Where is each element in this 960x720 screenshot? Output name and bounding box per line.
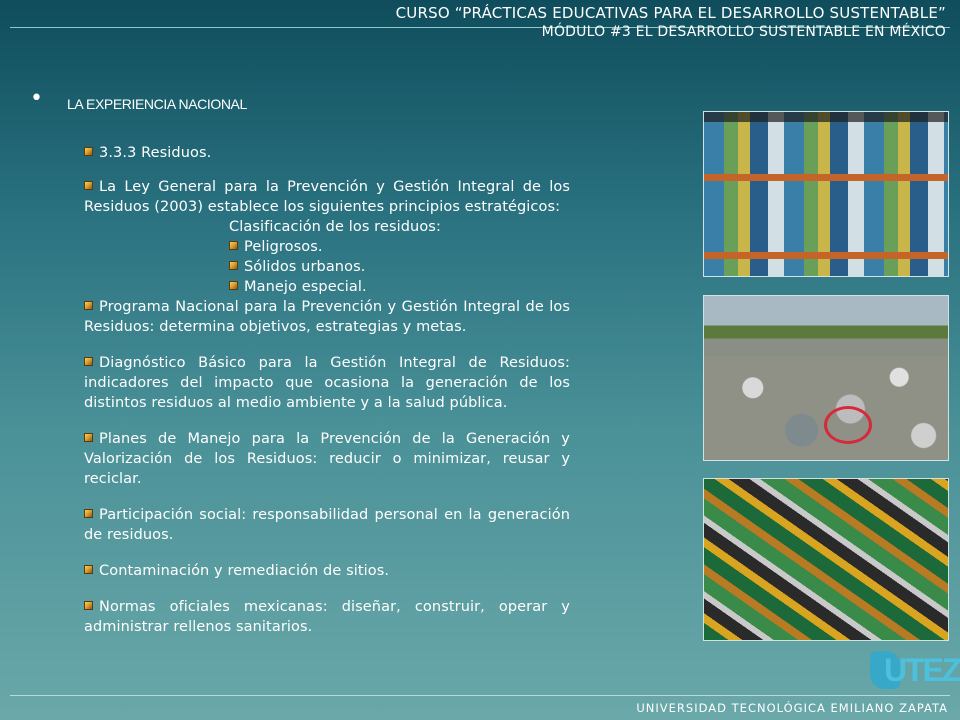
norms-paragraph	[84, 597, 570, 637]
heading-text: 3.3.3 Residuos.	[99, 145, 212, 161]
waste-drums-photo	[703, 111, 949, 277]
classification-item	[229, 277, 570, 297]
law-text: La Ley General para la Prevención y Gestión Integral de los Residuos (2003) establece los siguientes principios estratégicos:	[84, 179, 570, 215]
red-basket	[824, 406, 872, 444]
contamination-paragraph	[84, 561, 570, 581]
bullet-icon	[84, 509, 93, 518]
batteries-photo	[703, 478, 949, 641]
plans-text: Planes de Manejo para la Prevención de la Generación y Valorización de los Residuos: reducir o minimizar, reusar y reciclar.	[84, 431, 570, 487]
bullet-icon	[84, 601, 93, 610]
classification-label: Manejo especial.	[244, 279, 367, 295]
bullet-icon	[84, 147, 93, 156]
bullet-icon	[84, 433, 93, 442]
shelf-beam	[704, 252, 948, 259]
classification-title: Clasificación de los residuos:	[229, 219, 441, 235]
bullet-icon	[84, 357, 93, 366]
section-title: LA EXPERIENCIA NACIONAL	[67, 96, 247, 112]
classification-item	[229, 237, 570, 257]
bullet-icon	[84, 181, 93, 190]
contamination-text: Contaminación y remediación de sitios.	[99, 563, 390, 579]
garbage-dump-photo	[703, 295, 949, 461]
plans-paragraph	[84, 429, 570, 489]
classification-label: Peligrosos.	[244, 239, 323, 255]
section-bullet: •	[30, 86, 43, 111]
bullet-icon	[84, 301, 93, 310]
logo-text: UTEZ	[884, 652, 960, 688]
diagnostic-text: Diagnóstico Básico para la Gestión Integral de Residuos: indicadores del impacto que ocasiona la generación de los distintos residuos al medio ambiente y a la salud pública.	[84, 355, 570, 411]
shelf-beam	[704, 174, 948, 181]
slide-header	[0, 0, 960, 50]
module-title: MÓDULO #3 EL DESARROLLO SUSTENTABLE EN MÉXICO	[541, 24, 946, 40]
slide-content	[84, 143, 570, 653]
utez-logo	[870, 645, 960, 693]
diagnostic-paragraph	[84, 353, 570, 413]
participation-text: Participación social: responsabilidad personal en la generación de residuos.	[84, 507, 570, 543]
participation-paragraph	[84, 505, 570, 545]
course-title: CURSO “PRÁCTICAS EDUCATIVAS PARA EL DESARROLLO SUSTENTABLE”	[395, 4, 946, 22]
classification-label: Sólidos urbanos.	[244, 259, 366, 275]
footer-divider	[10, 695, 950, 696]
university-name: UNIVERSIDAD TECNOLÓGICA EMILIANO ZAPATA	[636, 701, 948, 715]
content-heading	[84, 143, 570, 163]
bullet-icon	[229, 281, 238, 290]
law-paragraph	[84, 177, 570, 217]
trash-pile	[704, 356, 948, 461]
norms-text: Normas oficiales mexicanas: diseñar, construir, operar y administrar rellenos sanitarios.	[84, 599, 570, 635]
bullet-icon	[229, 261, 238, 270]
program-text: Programa Nacional para la Prevención y Gestión Integral de los Residuos: determina objetivos, estrategias y metas.	[84, 299, 570, 335]
bullet-icon	[84, 565, 93, 574]
program-paragraph	[84, 297, 570, 337]
classification-item	[229, 257, 570, 277]
bullet-icon	[229, 241, 238, 250]
